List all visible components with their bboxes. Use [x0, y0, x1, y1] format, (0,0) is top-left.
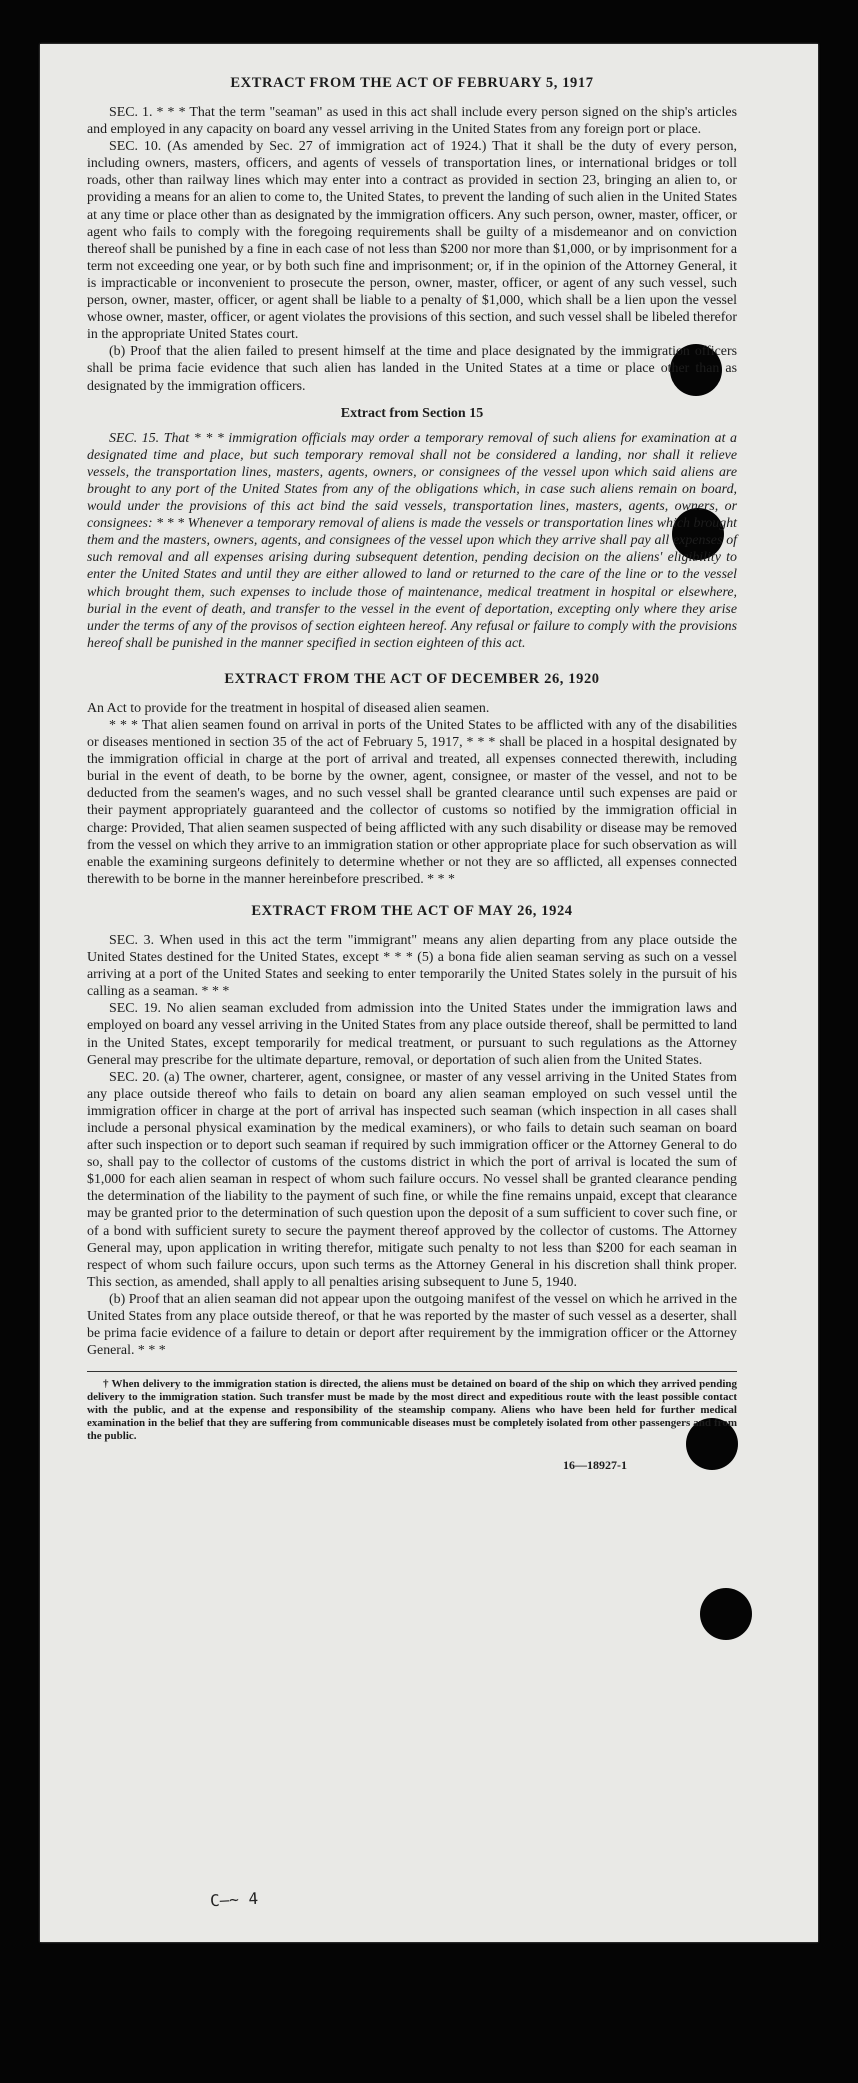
paragraph: An Act to provide for the treatment in hospital of diseased alien seamen. [87, 700, 490, 716]
paragraph: SEC. 15. That * * * immigration officials may order a temporary removal of such aliens for examination at a designated time and place, but such temporary removal shall not be considered a landing, nor shall it relieve vessels, the transportation lines, masters, agents, owners, or consignees of the vessel upon which said aliens are brought to any port of the United States from any of the obligations which, in case such aliens remain on board, would under the provisions of this act bind the said vessels, transportation lines, masters, agents, owners, or consignees: * * * Whenever a temporary removal of aliens is made the vessels or transportation lines which brought them and the masters, owners, agents, and consignees of the vessel upon which they arrive shall pay all expenses of such removal and all expenses arising during subsequent detention, pending decision on the aliens' eligibility to enter the United States and until they are either allowed to land or returned to the care of the line or to the vessel which brought them, such expenses to include those of maintenance, medical treatment in hospital or elsewhere, burial in the event of death, and transfer to the vessel in the event of deportation, excepting only where they arise under the terms of any of the provisos of section eighteen hereof. Any refusal or failure to comply with the provisions hereof shall be punished in the manner specified in section eighteen of this act. [87, 430, 737, 651]
paragraph: SEC. 19. No alien seaman excluded from admission into the United States under the immigration laws and employed on board any vessel arriving in the United States from any place outside thereof, shall be permitted to land in the United States, except temporarily for medical treatment, or pursuant to such regulations as the Attorney General may prescribe for the ultimate departure, removal, or deportation of such alien from the United States. [87, 1001, 737, 1068]
paragraph: SEC. 1. * * * That the term "seaman" as used in this act shall include every person signed on the ship's articles and employed in any capacity on board any vessel arriving in the United States from any foreign port or place. [87, 105, 737, 138]
form-number: 16—18927-1 [563, 1458, 627, 1473]
section-heading: EXTRACT FROM THE ACT OF FEBRUARY 5, 1917 [230, 75, 594, 91]
footnote: † When delivery to the immigration station is directed, the aliens must be detained on board of the ship on which they arrived pending delivery to the immigration station. Such transfer must be made by the most direct and expeditious route with the least possible contact with the public, and at the expense and responsibility of the steamship company. Aliens who have been held for further medical examination in the belief that they are suffering from communicable diseases must be completely isolated from other passengers and from the public. [87, 1371, 737, 1443]
paragraph: (b) Proof that an alien seaman did not appear upon the outgoing manifest of the vessel on which he arrived in the United States from any place outside thereof, or that he was reported by the master of such vessel as a deserter, shall be prima facie evidence of a failure to detain or deport after requirement by the immigration officer or the Attorney General. * * * [87, 1291, 737, 1359]
paragraph: SEC. 10. (As amended by Sec. 27 of immigration act of 1924.) That it shall be the duty of every person, including owners, masters, officers, and agents of vessels of transportation lines, or international bridges or toll roads, other than railway lines which may enter into a contract as provided in section 23, bringing an alien to, or providing a means for an alien to come to, the United States, to prevent the landing of such alien in the United States at any time or place other than as designated by the immigration officers. Any such person, owner, master, officer, or agent who fails to comply with the foregoing requirements shall be guilty of a misdemeanor and on conviction thereof shall be punished by a fine in each case of not less than $200 nor more than $1,000, or by imprisonment for a term not exceeding one year, or by both such fine and imprisonment; or, if in the opinion of the Attorney General, it is impracticable or inconvenient to prosecute the person, owner, master, officer, or agent of any such vessel, such person, owner, master, officer, or agent shall be liable to a penalty of $1,000, which shall be a lien upon the vessel whose owner, master, officer, or agent violates the provisions of this section, and such vessel shall be libeled therefor in the appropriate United States court. [87, 139, 737, 343]
paragraph: SEC. 3. When used in this act the term "immigrant" means any alien departing from any place outside the United States destined for the United States, except * * * (5) a bona fide alien seaman serving as such on a vessel arriving at a port of the United States and seeking to enter temporarily the United States solely in the pursuit of his calling as a seaman. * * * [87, 932, 737, 1000]
section-heading: EXTRACT FROM THE ACT OF MAY 26, 1924 [251, 902, 573, 919]
paragraph: SEC. 20. (a) The owner, charterer, agent, consignee, or master of any vessel arriving in the United States from any place outside thereof who fails to detain on board any alien seaman employed on such vessel until the immigration officer in charge at the port of arrival has inspected such seaman (which inspection in all cases shall include a personal physical examination by the medical examiners), or who fails to detain such seaman on board after such inspection or to deport such seaman if required by such immigration officer or the Attorney General to do so, shall pay to the collector of customs of the customs district in which the port of arrival is located the sum of $1,000 for each alien seaman in respect of whom such failure occurs. No vessel shall be granted clearance pending the determination of the liability to the payment of such fine, or while the fine remains unpaid, except that clearance may be granted prior to the determination of such question upon the deposit of a sum sufficient to cover such fine, or of a bond with sufficient surety to secure the payment thereof approved by the collector of customs. The Attorney General may, upon application in writing therefor, mitigate such penalty to not less than $200 for each seaman in respect of whom such failure occurs, upon such terms as the Attorney General in his discretion shall think proper. This section, as amended, shall apply to all penalties arising subsequent to June 5, 1940. [87, 1069, 737, 1290]
punch-hole [700, 1588, 752, 1640]
section-heading: EXTRACT FROM THE ACT OF DECEMBER 26, 1920 [224, 670, 600, 687]
paragraph: (b) Proof that the alien failed to present himself at the time and place designated by the immigration officers shall be prima facie evidence that such alien has landed in the United States at a time or place other than as designated by the immigration officers. [87, 344, 737, 394]
paragraph: * * * That alien seamen found on arrival in ports of the United States to be afflicted with any of the disabilities or diseases mentioned in section 35 of the act of February 5, 1917, * * * shall be placed in a hospital designated by the immigration official in charge at the port of arrival and treated, all expenses connected therewith, including burial in the event of death, to be borne by the owner, agent, consignee, or master of the vessel, and not to be deducted from the seamen's wages, and no such vessel shall be granted clearance until such expenses are paid or their payment appropriately guaranteed and the collector of customs so notified by the immigration official in charge: Provided, That alien seamen suspected of being afflicted with any such disability or disease may be removed from the vessel on which they arrive to an immigration station or other appropriate place for such observation as will enable the examining surgeons definitely to determine whether or not they are so afflicted, all expenses connected therewith to be borne in the manner hereinbefore prescribed. * * * [87, 718, 737, 887]
section-subheading: Extract from Section 15 [340, 405, 484, 421]
document-body [87, 74, 737, 1474]
handwritten-mark: C—~ 4 [209, 1888, 259, 1911]
